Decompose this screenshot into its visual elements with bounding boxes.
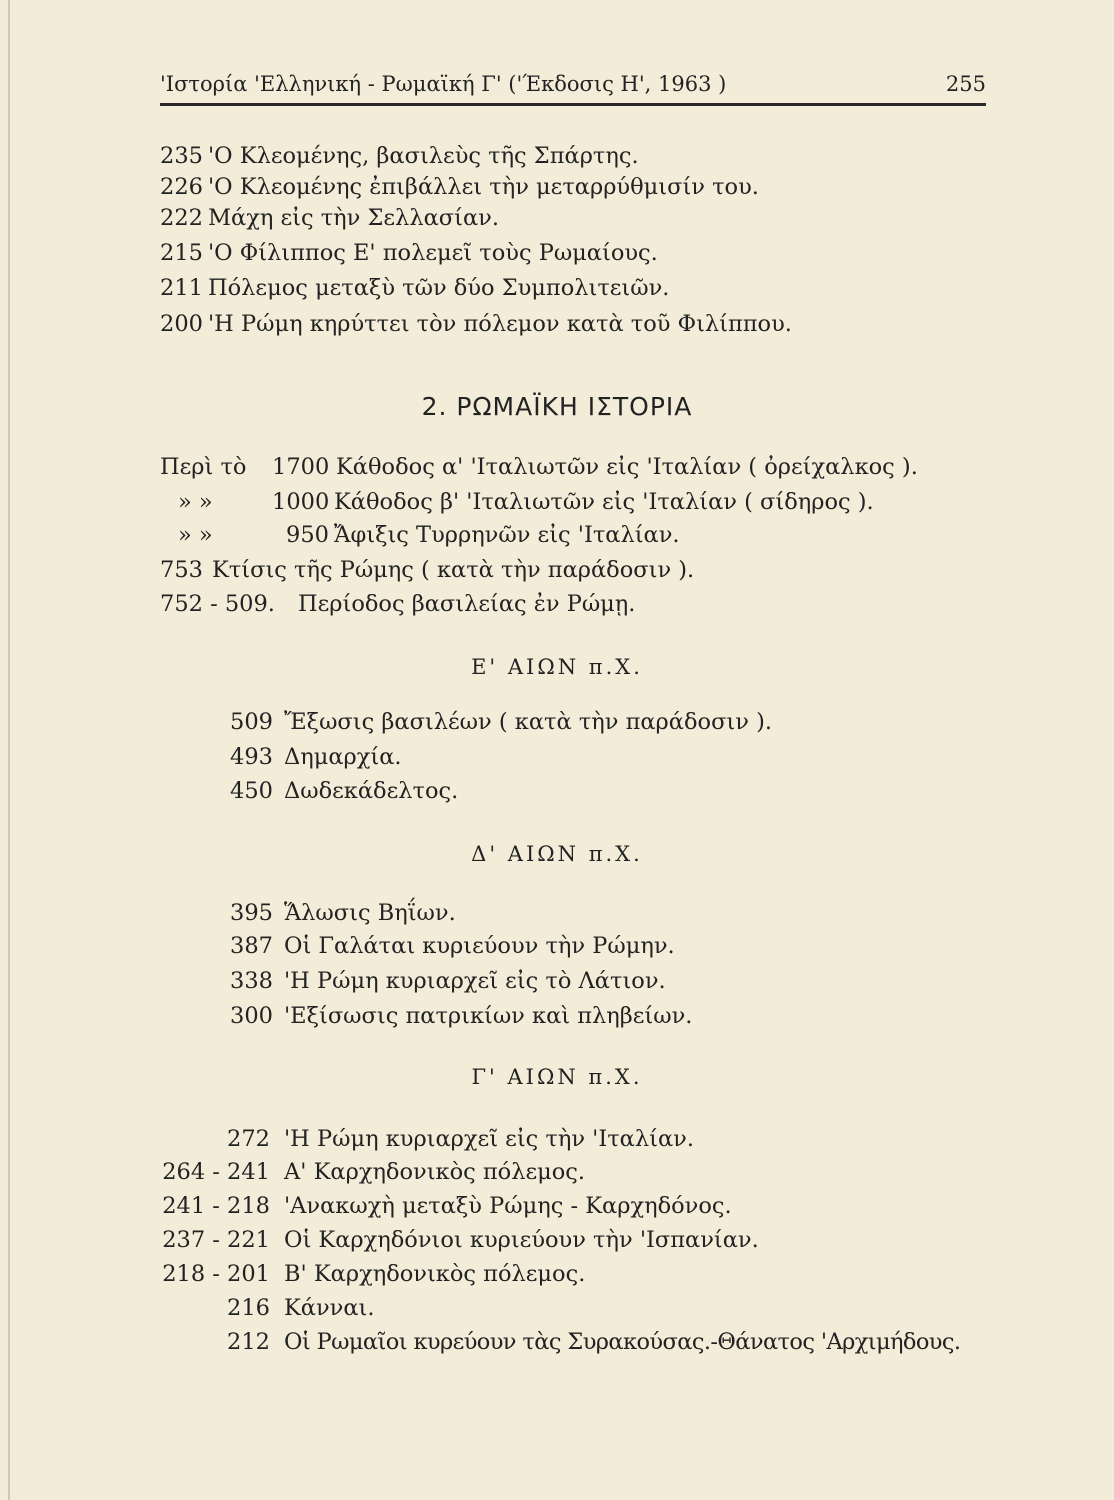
entry-year: 493 <box>230 744 273 770</box>
entry-text: Ἅλωσις Βηΐων. <box>284 900 456 926</box>
entry-text: Οἱ Καρχηδόνιοι κυριεύουν τὴν 'Ισπανίαν. <box>284 1227 759 1253</box>
entry-text: Δωδεκάδελτος. <box>284 778 459 804</box>
section-title: 2. ΡΩΜΑΪΚΗ ΙΣΤΟΡΙΑ <box>421 392 693 421</box>
entry-prefix: Περὶ τὸ <box>160 454 247 480</box>
entry-text: Ἄφιξις Τυρρηνῶν εἰς 'Ιταλίαν. <box>334 522 680 548</box>
entry-text: 'Η Ρώμη κυριαρχεῖ εἰς τὸ Λάτιον. <box>284 968 666 994</box>
entry-text: 'Η Ρώμη κηρύττει τὸν πόλεμον κατὰ τοῦ Φιλίππου. <box>208 311 792 337</box>
page-number: 255 <box>945 72 986 96</box>
entry-year: 1700 <box>272 454 330 480</box>
entry-year: 450 <box>230 778 273 804</box>
entry-year: 387 <box>230 933 273 959</box>
entry-text: Δημαρχία. <box>284 744 402 770</box>
entry-text: 'Η Ρώμη κυριαρχεῖ εἰς τὴν 'Ιταλίαν. <box>284 1126 694 1152</box>
entry-year: 241 - 218 <box>162 1193 270 1219</box>
entry-year: 235 <box>160 143 203 169</box>
entry-year: 200 <box>160 311 203 337</box>
entry-text: 'Ανακωχὴ μεταξὺ Ρώμης - Καρχηδόνος. <box>284 1193 732 1219</box>
entry-text: 'Ο Κλεομένης, βασιλεὺς τῆς Σπάρτης. <box>208 143 639 169</box>
entry-text: Κτίσις τῆς Ρώμης ( κατὰ τὴν παράδοσιν ). <box>212 557 695 583</box>
entry-year: 222 <box>160 205 203 231</box>
entry-text: Α' Καρχηδονικὸς πόλεμος. <box>284 1159 586 1185</box>
entry-text: 'Ο Κλεομένης ἐπιβάλλει τὴν μεταρρύθμισίν του. <box>208 174 759 200</box>
entry-prefix: » » <box>178 489 213 515</box>
entry-year: 237 - 221 <box>162 1227 270 1253</box>
century-heading: Γ' ΑΙΩΝ π.Χ. <box>471 1065 643 1089</box>
entry-year: 264 - 241 <box>162 1159 270 1185</box>
entry-text: Κάθοδος α' 'Ιταλιωτῶν εἰς 'Ιταλίαν ( ὀρείχαλκος ). <box>336 454 918 480</box>
entry-text: Β' Καρχηδονικὸς πόλεμος. <box>284 1261 586 1287</box>
entry-year: 950 <box>286 522 329 548</box>
entry-text: Κάνναι. <box>284 1295 375 1321</box>
entry-year: 753 <box>160 557 203 583</box>
entry-text: Μάχη εἰς τὴν Σελλασίαν. <box>208 205 499 231</box>
entry-text: Οἱ Γαλάται κυριεύουν τὴν Ρώμην. <box>284 933 675 959</box>
entry-text: Πόλεμος μεταξὺ τῶν δύο Συμπολιτειῶν. <box>208 275 670 301</box>
entry-year: 509 <box>230 709 273 735</box>
entry-year: 338 <box>230 968 273 994</box>
entry-text: Κάθοδος β' 'Ιταλιωτῶν εἰς 'Ιταλίαν ( σίδηρος ). <box>334 489 874 515</box>
century-heading: Δ' ΑΙΩΝ π.Χ. <box>471 842 643 866</box>
entry-year: 272 <box>227 1126 270 1152</box>
entry-year: 212 <box>227 1329 270 1355</box>
header-rule <box>160 103 986 106</box>
entry-text: 'Εξίσωσις πατρικίων καὶ πληβείων. <box>284 1003 693 1029</box>
entry-year: 752 - 509. <box>160 591 275 617</box>
entry-text: Ἔξωσις βασιλέων ( κατὰ τὴν παράδοσιν ). <box>284 709 773 735</box>
page-edge <box>8 0 10 1500</box>
entry-text: 'Ο Φίλιππος Ε' πολεμεῖ τοὺς Ρωμαίους. <box>208 240 658 266</box>
entry-year: 395 <box>230 900 273 926</box>
century-heading: Ε' ΑΙΩΝ π.Χ. <box>471 655 643 679</box>
entry-text: Περίοδος βασιλείας ἐν Ρώμῃ. <box>298 591 636 617</box>
entry-year: 218 - 201 <box>162 1261 270 1287</box>
entry-year: 1000 <box>272 489 330 515</box>
entry-prefix: » » <box>178 522 213 548</box>
header-title: 'Ιστορία 'Ελληνική - Ρωμαϊκή Γ' ('Έκδοσις Η', 1963 ) <box>160 72 727 96</box>
entry-year: 216 <box>227 1295 270 1321</box>
entry-year: 300 <box>230 1003 273 1029</box>
entry-year: 215 <box>160 240 203 266</box>
entry-year: 226 <box>160 174 203 200</box>
entry-year: 211 <box>160 275 203 301</box>
entry-text: Οἱ Ρωμαῖοι κυρεύουν τὰς Συρακούσας.-Θάνατος 'Αρχιμήδους. <box>284 1329 961 1355</box>
